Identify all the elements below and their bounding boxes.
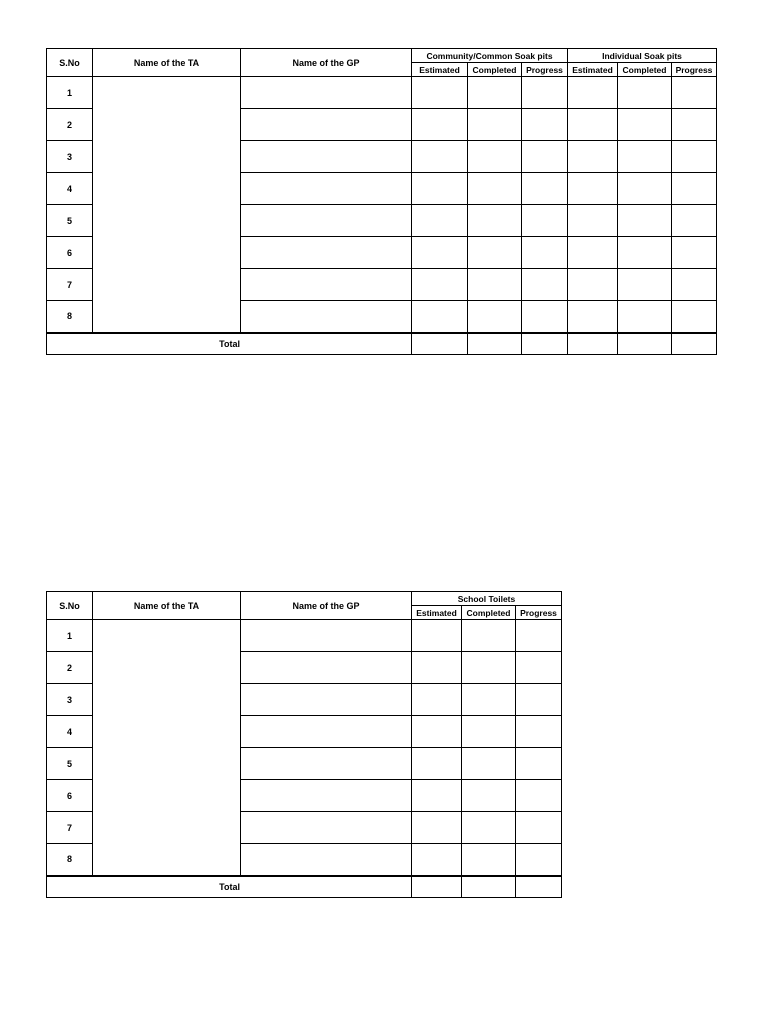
community-estimated-cell[interactable] bbox=[412, 237, 468, 269]
toilets-progress-header: Progress bbox=[516, 606, 562, 620]
total-individual-progress-cell[interactable] bbox=[672, 333, 717, 355]
community-estimated-cell[interactable] bbox=[412, 269, 468, 301]
total-row bbox=[47, 333, 717, 355]
individual-estimated-header: Estimated bbox=[568, 63, 618, 77]
toilets-estimated-cell[interactable] bbox=[412, 780, 462, 812]
ta-name-header: Name of the TA bbox=[93, 49, 241, 77]
ta-name-header: Name of the TA bbox=[93, 592, 241, 620]
gp-name-cell[interactable] bbox=[241, 77, 412, 109]
individual-completed-cell[interactable] bbox=[618, 237, 672, 269]
sno-cell: 8 bbox=[47, 301, 93, 333]
community-progress-cell[interactable] bbox=[522, 269, 568, 301]
community-progress-cell[interactable] bbox=[522, 141, 568, 173]
toilets-completed-cell[interactable] bbox=[462, 812, 516, 844]
gp-name-cell[interactable] bbox=[241, 748, 412, 780]
total-community-completed-cell[interactable] bbox=[468, 333, 522, 355]
community-completed-cell[interactable] bbox=[468, 237, 522, 269]
sno-header: S.No bbox=[47, 49, 93, 77]
individual-completed-cell[interactable] bbox=[618, 301, 672, 333]
gp-name-header: Name of the GP bbox=[241, 49, 412, 77]
community-progress-cell[interactable] bbox=[522, 301, 568, 333]
toilets-estimated-cell[interactable] bbox=[412, 748, 462, 780]
gp-name-header: Name of the GP bbox=[241, 592, 412, 620]
individual-completed-cell[interactable] bbox=[618, 173, 672, 205]
sno-cell: 4 bbox=[47, 716, 93, 748]
toilets-completed-cell[interactable] bbox=[462, 748, 516, 780]
individual-estimated-cell[interactable] bbox=[568, 205, 618, 237]
toilets-progress-cell[interactable] bbox=[516, 748, 562, 780]
community-estimated-cell[interactable] bbox=[412, 141, 468, 173]
community-completed-cell[interactable] bbox=[468, 141, 522, 173]
individual-progress-cell[interactable] bbox=[672, 109, 717, 141]
toilets-completed-cell[interactable] bbox=[462, 716, 516, 748]
sno-cell: 5 bbox=[47, 748, 93, 780]
community-progress-header: Progress bbox=[522, 63, 568, 77]
gp-name-cell[interactable] bbox=[241, 620, 412, 652]
community-estimated-cell[interactable] bbox=[412, 301, 468, 333]
toilets-estimated-cell[interactable] bbox=[412, 620, 462, 652]
total-toilets-estimated-cell[interactable] bbox=[412, 876, 462, 898]
individual-completed-cell[interactable] bbox=[618, 141, 672, 173]
sno-cell: 6 bbox=[47, 237, 93, 269]
individual-soak-pits-header: Individual Soak pits bbox=[568, 49, 717, 63]
gp-name-cell[interactable] bbox=[241, 205, 412, 237]
toilets-estimated-cell[interactable] bbox=[412, 684, 462, 716]
community-estimated-cell[interactable] bbox=[412, 109, 468, 141]
gp-name-cell[interactable] bbox=[241, 684, 412, 716]
sno-cell: 2 bbox=[47, 109, 93, 141]
community-completed-cell[interactable] bbox=[468, 269, 522, 301]
gp-name-cell[interactable] bbox=[241, 141, 412, 173]
individual-progress-cell[interactable] bbox=[672, 141, 717, 173]
individual-progress-cell[interactable] bbox=[672, 269, 717, 301]
toilets-completed-cell[interactable] bbox=[462, 652, 516, 684]
individual-progress-cell[interactable] bbox=[672, 77, 717, 109]
community-estimated-cell[interactable] bbox=[412, 77, 468, 109]
community-progress-cell[interactable] bbox=[522, 173, 568, 205]
community-completed-cell[interactable] bbox=[468, 109, 522, 141]
individual-progress-cell[interactable] bbox=[672, 301, 717, 333]
community-estimated-header: Estimated bbox=[412, 63, 468, 77]
toilets-estimated-cell[interactable] bbox=[412, 716, 462, 748]
toilets-progress-cell[interactable] bbox=[516, 652, 562, 684]
toilets-completed-cell[interactable] bbox=[462, 620, 516, 652]
soak-pits-table bbox=[46, 48, 717, 355]
sno-cell: 4 bbox=[47, 173, 93, 205]
toilets-completed-cell[interactable] bbox=[462, 844, 516, 876]
gp-name-cell[interactable] bbox=[241, 812, 412, 844]
individual-completed-cell[interactable] bbox=[618, 109, 672, 141]
total-label: Total bbox=[47, 333, 412, 355]
individual-progress-cell[interactable] bbox=[672, 237, 717, 269]
toilets-progress-cell[interactable] bbox=[516, 684, 562, 716]
toilets-estimated-cell[interactable] bbox=[412, 844, 462, 876]
toilets-progress-cell[interactable] bbox=[516, 716, 562, 748]
gp-name-cell[interactable] bbox=[241, 173, 412, 205]
table-row bbox=[47, 620, 562, 652]
gp-name-cell[interactable] bbox=[241, 780, 412, 812]
individual-estimated-cell[interactable] bbox=[568, 301, 618, 333]
individual-progress-cell[interactable] bbox=[672, 173, 717, 205]
school-toilets-header: School Toilets bbox=[412, 592, 562, 606]
toilets-completed-cell[interactable] bbox=[462, 684, 516, 716]
sno-cell: 6 bbox=[47, 780, 93, 812]
individual-estimated-cell[interactable] bbox=[568, 269, 618, 301]
total-individual-completed-cell[interactable] bbox=[618, 333, 672, 355]
individual-progress-header: Progress bbox=[672, 63, 717, 77]
individual-completed-cell[interactable] bbox=[618, 77, 672, 109]
sno-cell: 8 bbox=[47, 844, 93, 876]
toilets-completed-cell[interactable] bbox=[462, 780, 516, 812]
community-completed-cell[interactable] bbox=[468, 173, 522, 205]
community-progress-cell[interactable] bbox=[522, 77, 568, 109]
community-estimated-cell[interactable] bbox=[412, 173, 468, 205]
toilets-estimated-cell[interactable] bbox=[412, 652, 462, 684]
total-label: Total bbox=[47, 876, 412, 898]
toilets-estimated-cell[interactable] bbox=[412, 812, 462, 844]
community-progress-cell[interactable] bbox=[522, 205, 568, 237]
sno-header: S.No bbox=[47, 592, 93, 620]
sno-cell: 5 bbox=[47, 205, 93, 237]
individual-estimated-cell[interactable] bbox=[568, 173, 618, 205]
toilets-estimated-header: Estimated bbox=[412, 606, 462, 620]
community-progress-cell[interactable] bbox=[522, 237, 568, 269]
individual-estimated-cell[interactable] bbox=[568, 77, 618, 109]
gp-name-cell[interactable] bbox=[241, 716, 412, 748]
gp-name-cell[interactable] bbox=[241, 844, 412, 876]
community-completed-cell[interactable] bbox=[468, 301, 522, 333]
individual-estimated-cell[interactable] bbox=[568, 109, 618, 141]
community-progress-cell[interactable] bbox=[522, 109, 568, 141]
community-completed-cell[interactable] bbox=[468, 205, 522, 237]
gp-name-cell[interactable] bbox=[241, 301, 412, 333]
community-completed-header: Completed bbox=[468, 63, 522, 77]
total-toilets-progress-cell[interactable] bbox=[516, 876, 562, 898]
sno-cell: 7 bbox=[47, 812, 93, 844]
gp-name-cell[interactable] bbox=[241, 237, 412, 269]
sno-cell: 1 bbox=[47, 620, 93, 652]
toilets-progress-cell[interactable] bbox=[516, 812, 562, 844]
school-toilets-table bbox=[46, 591, 562, 898]
individual-estimated-cell[interactable] bbox=[568, 237, 618, 269]
community-estimated-cell[interactable] bbox=[412, 205, 468, 237]
sno-cell: 7 bbox=[47, 269, 93, 301]
sno-cell: 3 bbox=[47, 141, 93, 173]
sno-cell: 3 bbox=[47, 684, 93, 716]
toilets-progress-cell[interactable] bbox=[516, 620, 562, 652]
total-row bbox=[47, 876, 562, 898]
gp-name-cell[interactable] bbox=[241, 269, 412, 301]
ta-name-cell[interactable] bbox=[93, 77, 241, 333]
toilets-progress-cell[interactable] bbox=[516, 844, 562, 876]
toilets-progress-cell[interactable] bbox=[516, 780, 562, 812]
individual-estimated-cell[interactable] bbox=[568, 141, 618, 173]
total-community-estimated-cell[interactable] bbox=[412, 333, 468, 355]
total-toilets-completed-cell[interactable] bbox=[462, 876, 516, 898]
total-community-progress-cell[interactable] bbox=[522, 333, 568, 355]
gp-name-cell[interactable] bbox=[241, 109, 412, 141]
individual-completed-cell[interactable] bbox=[618, 269, 672, 301]
total-individual-estimated-cell[interactable] bbox=[568, 333, 618, 355]
individual-completed-header: Completed bbox=[618, 63, 672, 77]
ta-name-cell[interactable] bbox=[93, 620, 241, 876]
community-completed-cell[interactable] bbox=[468, 77, 522, 109]
toilets-completed-header: Completed bbox=[462, 606, 516, 620]
table-row bbox=[47, 77, 717, 109]
sno-cell: 1 bbox=[47, 77, 93, 109]
sno-cell: 2 bbox=[47, 652, 93, 684]
individual-progress-cell[interactable] bbox=[672, 205, 717, 237]
community-soak-pits-header: Community/Common Soak pits bbox=[412, 49, 568, 63]
gp-name-cell[interactable] bbox=[241, 652, 412, 684]
individual-completed-cell[interactable] bbox=[618, 205, 672, 237]
